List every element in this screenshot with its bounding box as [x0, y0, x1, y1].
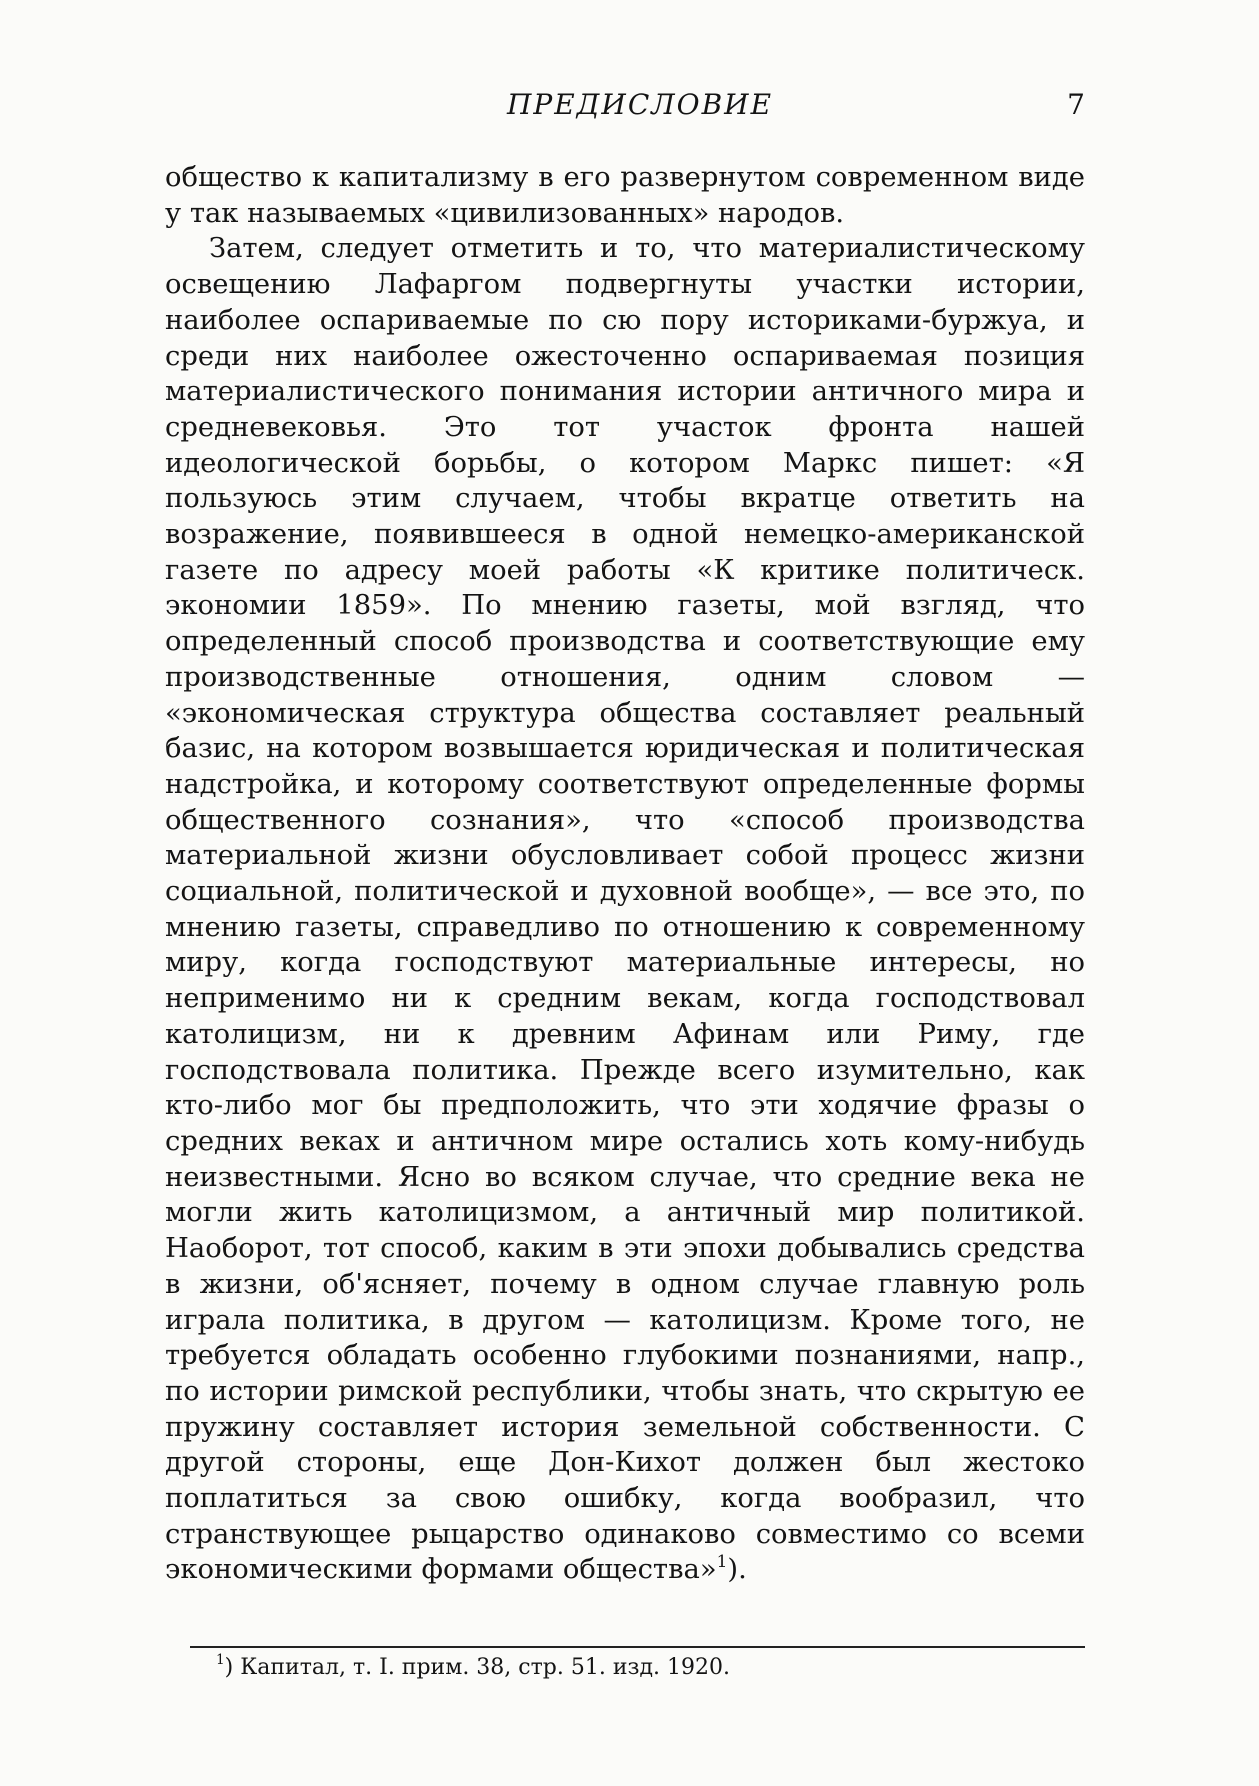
footnote-mark: 1 — [216, 1652, 225, 1669]
footnote — [216, 1654, 1076, 1682]
main-text — [165, 160, 1085, 1588]
running-header — [165, 88, 1085, 128]
footnote-text: ) Капитал, т. I. прим. 38, стр. 51. изд. 1920. — [224, 1655, 731, 1680]
page-number: 7 — [1067, 88, 1085, 121]
paragraph-continuation: общество к капитализму в его развернутом современном виде у так называемых «цивилизованных» народов. — [165, 162, 1085, 229]
footnote-reference[interactable]: 1 — [716, 1551, 728, 1572]
paragraph-tail: ). — [727, 1554, 747, 1586]
chapter-title: ПРЕДИСЛОВИЕ — [506, 88, 774, 121]
footnote-divider — [190, 1646, 1085, 1648]
paragraph — [165, 231, 1085, 1588]
paragraph-text: Затем, следует отметить и то, что материалистическому освещению Лафаргом подвергнуты участки истории, наиболее оспариваемые по сю пору историками-буржуа, и среди них наиболее ожесточенно оспариваемая позиция материалистического понимания истории античного мира и средневековья. Это тот участок фронта нашей идеологической борьбы, о котором Маркс пишет: «Я пользуюсь этим случаем, чтобы вкратце ответить на возражение, появившееся в одной немецко-американской газете по адресу моей работы «К критике политическ. экономии 1859». По мнению газеты, мой взгляд, что определенный способ производства и соответствующие ему производственные отношения, одним словом — «экономическая структура общества составляет реальный базис, на котором возвышается юридическая и политическая надстройка, и которому соответствуют определенные формы общественного сознания», что «способ производства материальной жизни обусловливает собой процесс жизни социальной, политической и духовной вообще», — все это, по мнению газеты, справедливо по отношению к современному миру, когда господствуют материальные интересы, но неприменимо ни к средним векам, когда господствовал католицизм, ни к древним Афинам или Риму, где господствовала политика. Прежде всего изумительно, как кто-либо мог бы предположить, что эти ходячие фразы о средних веках и античном мире остались хоть кому-нибудь неизвестными. Ясно во всяком случае, что средние века не могли жить католицизмом, а античный мир политикой. Наоборот, тот способ, каким в эти эпохи добывались средства в жизни, об'ясняет, почему в одном случае главную роль играла политика, в другом — католицизм. Кроме того, не требуется обладать особенно глубокими познаниями, напр., по истории римской республики, чтобы знать, что скрытую ее пружину составляет история земельной собственности. С другой стороны, еще Дон-Кихот должен был жестоко поплатиться за свою ошибку, когда вообразил, что странствующее рыцарство одинаково совместимо со всеми экономическими формами общества» — [165, 233, 1085, 1586]
